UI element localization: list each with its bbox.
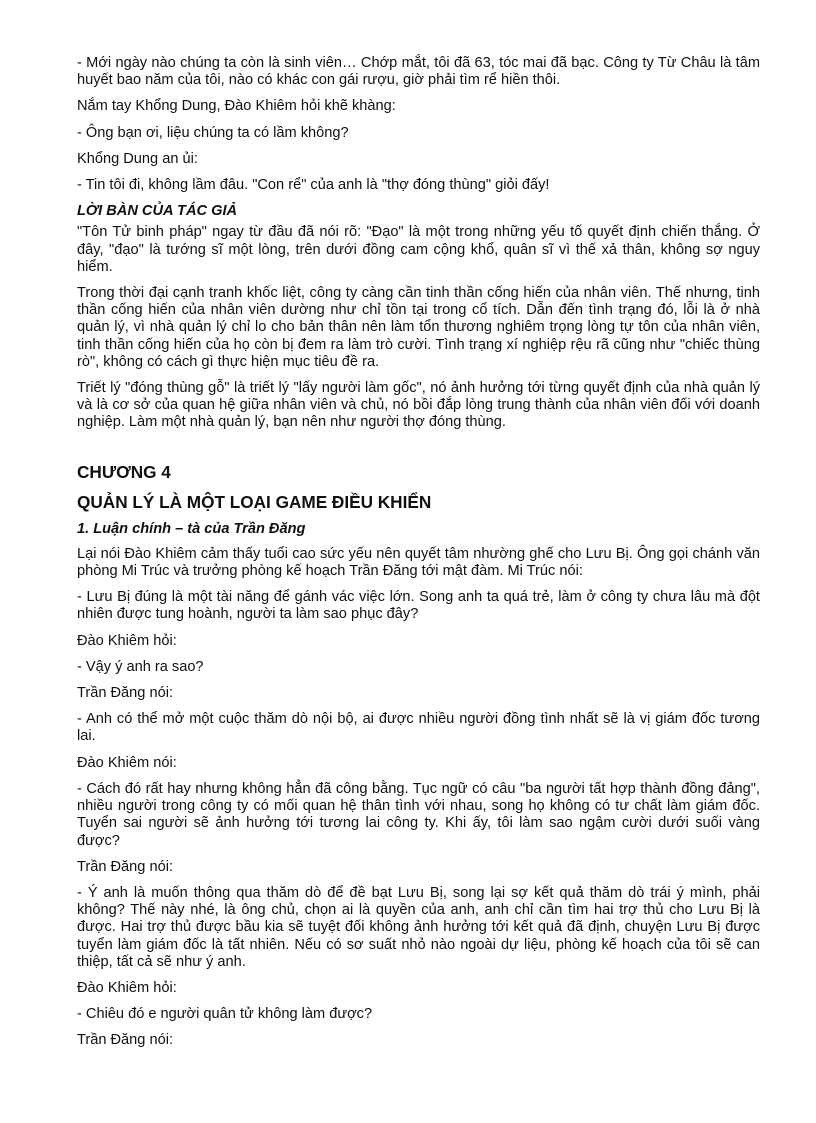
paragraph: Trong thời đại cạnh tranh khốc liệt, công ty càng cần tinh thần cống hiến của nhân viên. Thế nhưng, tinh thần cống hiến của nhân viên dường như chỉ tồn tại trong cổ tích. Dẫn đến tình trạng đó, lỗi là ở nhà quản lý, vì nhà quản lý chỉ lo cho bản thân nên làm tổn thương nghiêm trọng lòng tự tôn của nhân viên, tinh thần cống hiến của họ còn bị đem ra làm trò cười. Tình trạng xí nghiệp rệu rã cũng như "chiếc thùng rò", không có cách gì thực hiện mục tiêu đề ra. xyxy=(77,285,760,370)
author-comment-heading: LỜI BÀN CỦA TÁC GIẢ xyxy=(77,203,238,220)
paragraph: Trần Đăng nói: xyxy=(77,1032,173,1049)
paragraph: - Lưu Bị đúng là một tài năng để gánh vác việc lớn. Song anh ta quá trẻ, làm ở công ty chưa lâu mà đột nhiên được tung hoành, người ta làm sao phục đây? xyxy=(77,589,760,623)
paragraph: Lại nói Đào Khiêm cảm thấy tuổi cao sức yếu nên quyết tâm nhường ghế cho Lưu Bị. Ông gọi chánh văn phòng Mi Trúc và trưởng phòng kế hoạch Trần Đăng tới mật đàm. Mi Trúc nói: xyxy=(77,545,760,580)
paragraph: Triết lý "đóng thùng gỗ" là triết lý "lấy người làm gốc", nó ảnh hưởng tới từng quyết định của nhà quản lý và là cơ sở của quan hệ giữa nhân viên và chủ, nó bồi đắp lòng trung thành của nhân viên đối với doanh nghiệp. Làm một nhà quản lý, bạn nên như người thợ đóng thùng. xyxy=(77,380,760,431)
paragraph: Trần Đăng nói: xyxy=(77,858,173,875)
paragraph: - Ý anh là muốn thông qua thăm dò để đề bạt Lưu Bị, song lại sợ kết quả thăm dò trái ý mình, phải không? Thế này nhé, là ông chủ, chọn ai là quyền của anh, anh chỉ cần tìm hai trợ thủ cho Lưu Bị là được. Hai trợ thủ được bầu kia sẽ tuyệt đối không ảnh hưởng tới kết quả đã định, chuyện Lưu Bị được tuyển làm giám đốc là tất nhiên. Nếu có sơ suất nhỏ nào ngoài dự liệu, phòng kế hoạch của tôi sẽ can thiệp, tất cả sẽ như ý anh. xyxy=(77,884,760,970)
paragraph: - Mới ngày nào chúng ta còn là sinh viên… Chớp mắt, tôi đã 63, tóc mai đã bạc. Công ty Từ Châu là tâm huyết bao năm của tôi, nào có khác con gái rượu, giờ phải tìm rể hiền thôi. xyxy=(77,55,760,89)
chapter-title: QUẢN LÝ LÀ MỘT LOẠI GAME ĐIỀU KHIỂN xyxy=(77,491,432,512)
paragraph: - Chiêu đó e người quân tử không làm được? xyxy=(77,1006,373,1023)
chapter-label: CHƯƠNG 4 xyxy=(77,461,171,482)
paragraph: Đào Khiêm nói: xyxy=(77,754,177,771)
paragraph: - Tin tôi đi, không lầm đâu. "Con rể" của anh là "thợ đóng thùng" giỏi đấy! xyxy=(77,177,550,194)
paragraph: Trần Đăng nói: xyxy=(77,685,173,702)
paragraph: - Vậy ý anh ra sao? xyxy=(77,658,204,675)
paragraph: - Cách đó rất hay nhưng không hẳn đã công bằng. Tục ngữ có câu "ba người tất hợp thành đồng đảng", nhiều người trong công ty có mối quan hệ thân tình với nhau, song họ không có tư chất làm giám đốc. Tuyển sai người sẽ ảnh hưởng tới tương lai công ty. Khi ấy, tôi làm sao ngậm cười dưới suối vàng được? xyxy=(77,780,760,849)
paragraph: Đào Khiêm hỏi: xyxy=(77,632,177,649)
paragraph: Khổng Dung an ủi: xyxy=(77,150,198,167)
section-title: 1. Luận chính – tà của Trần Đăng xyxy=(77,520,306,537)
document-page xyxy=(77,55,760,1059)
paragraph: - Anh có thể mở một cuộc thăm dò nội bộ, ai được nhiều người đồng tình nhất sẽ là vị giám đốc tương lai. xyxy=(77,711,760,745)
paragraph: "Tôn Tử binh pháp" ngay từ đầu đã nói rõ: "Đạo" là một trong những yếu tố quyết định chiến thắng. Ở đây, "đạo" là tướng sĩ một lòng, trên dưới đồng cam cộng khổ, quân sĩ vì thế xả thân, không sợ nguy hiểm. xyxy=(77,224,760,275)
paragraph: Đào Khiêm hỏi: xyxy=(77,979,177,996)
paragraph: - Ông bạn ơi, liệu chúng ta có lầm không? xyxy=(77,124,349,141)
paragraph: Nắm tay Khổng Dung, Đào Khiêm hỏi khẽ khàng: xyxy=(77,98,396,115)
